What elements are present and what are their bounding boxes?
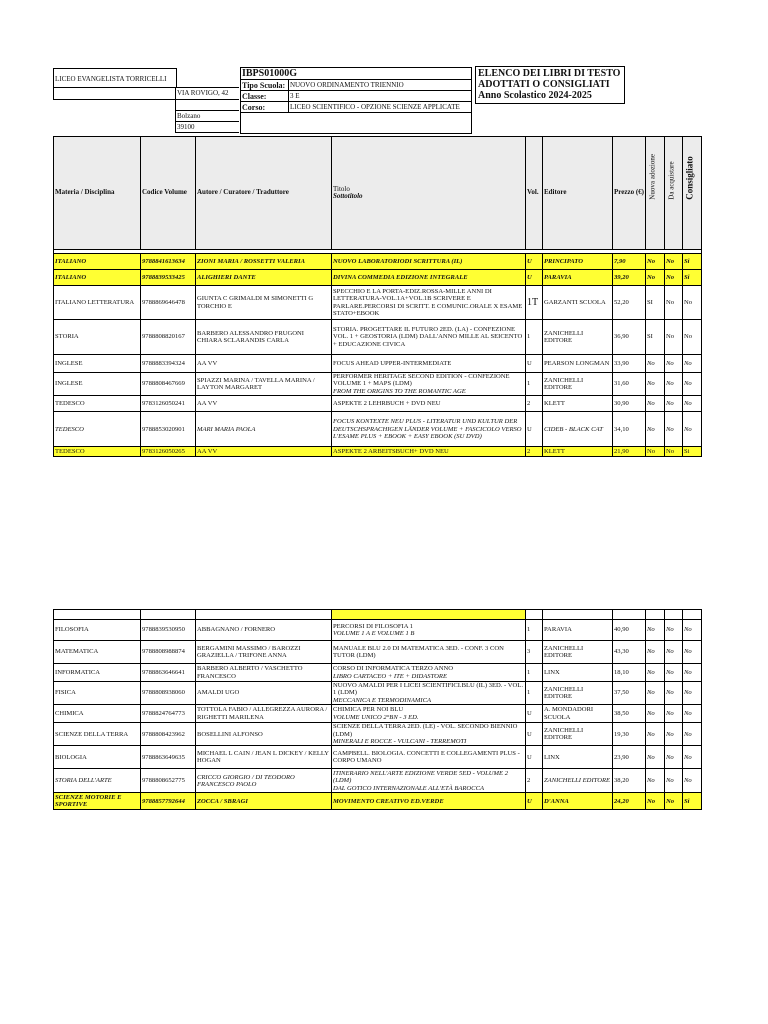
da-acquistare-cell: No: [665, 682, 683, 705]
consigliato-cell: Si: [683, 447, 702, 457]
nuova-adozione-cell: No: [646, 641, 665, 664]
school-city: Bolzano: [177, 112, 201, 120]
autore-cell: ABBAGNANO / FORNERO: [196, 620, 332, 641]
tipo-label: Tipo Scuola:: [242, 81, 286, 90]
codice-cell: 9783126050241: [141, 396, 196, 412]
table-row: [54, 793, 702, 810]
editore-cell: CIDEB - BLACK CAT: [543, 412, 613, 447]
codice-cell: 9788839530950: [141, 620, 196, 641]
consigliato-cell: No: [683, 320, 702, 355]
vol-cell: 1: [526, 664, 543, 682]
books-table-1: [53, 136, 702, 457]
header-nuova-adozione: Nuova adozione: [646, 137, 665, 250]
prezzo-cell: 31,60: [613, 373, 646, 396]
codice-cell: 9788808938060: [141, 682, 196, 705]
titolo-text: PERFORMER HERITAGE SECOND EDITION - CONFEZIONE VOLUME 1 + MAPS (LDM): [333, 373, 510, 388]
editore-cell: LINX: [543, 746, 613, 769]
titolo-cell: [332, 705, 526, 723]
table-row: [54, 447, 702, 457]
titolo-cell: [332, 682, 526, 705]
table-row: [54, 254, 702, 270]
materia-cell: ITALIANO: [54, 270, 141, 286]
titolo-text: DIVINA COMMEDIA EDIZIONE INTEGRALE: [333, 273, 468, 281]
codice-cell: 9788808652775: [141, 769, 196, 793]
vol-cell: U: [526, 412, 543, 447]
da-acquistare-cell: No: [665, 254, 683, 270]
table-row: [54, 373, 702, 396]
nuova-adozione-cell: No: [646, 396, 665, 412]
vol-cell: 3: [526, 641, 543, 664]
header-titolo: [332, 137, 526, 250]
titolo-text: FOCUS KONTEXTE NEU PLUS - LITERATUR UND KULTUR DER DEUTSCHSPRACHIGEN LÄNDER VOLUME + FASCICOLO VERSO L'ESAME PLUS + EBOOK + EASY EBOOK (SU DVD): [333, 418, 522, 440]
editore-cell: ZANICHELLI EDITORE: [543, 682, 613, 705]
nuova-adozione-cell: No: [646, 705, 665, 723]
school-code: IBPS01000G: [242, 68, 298, 79]
da-acquistare-cell: No: [665, 705, 683, 723]
titolo-text: CORSO DI INFORMATICA TERZO ANNO: [333, 665, 454, 673]
prezzo-cell: 40,90: [613, 620, 646, 641]
prezzo-cell: 21,90: [613, 447, 646, 457]
table-row: [54, 620, 702, 641]
materia-cell: ITALIANO LETTERATURA: [54, 286, 141, 320]
editore-cell: GARZANTI SCUOLA: [543, 286, 613, 320]
nuova-adozione-cell: No: [646, 355, 665, 373]
titolo-cell: [332, 641, 526, 664]
da-acquistare-cell: No: [665, 286, 683, 320]
doc-title-line2: ADOTTATI O CONSIGLIATI: [478, 79, 610, 90]
prezzo-cell: 39,20: [613, 270, 646, 286]
materia-cell: MATEMATICA: [54, 641, 141, 664]
materia-cell: TEDESCO: [54, 447, 141, 457]
nuova-adozione-cell: No: [646, 270, 665, 286]
materia-cell: BIOLOGIA: [54, 746, 141, 769]
autore-cell: TOTTOLA FABIO / ALLEGREZZA AURORA / RIGHETTI MARILENA: [196, 705, 332, 723]
consigliato-cell: No: [683, 412, 702, 447]
header-materia: Materia / Disciplina: [54, 137, 141, 250]
books-table-2: [53, 609, 702, 810]
nuova-adozione-cell: SI: [646, 286, 665, 320]
autore-cell: AA VV: [196, 355, 332, 373]
editore-cell: A. MONDADORI SCUOLA: [543, 705, 613, 723]
editore-cell: ZANICHELLI EDITORE: [543, 641, 613, 664]
codice-cell: 9788808423962: [141, 723, 196, 746]
header-prezzo: Prezzo (€): [613, 137, 646, 250]
vol-cell: U: [526, 705, 543, 723]
table-row: [54, 270, 702, 286]
autore-cell: BARBERO ALESSANDRO FRUGONI CHIARA SCLARANDIS CARLA: [196, 320, 332, 355]
prezzo-cell: 7,90: [613, 254, 646, 270]
autore-cell: BARBERO ALBERTO / VASCHETTO FRANCESCO: [196, 664, 332, 682]
table-row: [54, 723, 702, 746]
editore-cell: ZANICHELLI EDITORE: [543, 373, 613, 396]
document-title-box: [475, 66, 625, 104]
sottotitolo-text: FROM THE ORIGINS TO THE ROMANTIC AGE: [333, 387, 466, 395]
corso-label: Corso:: [242, 103, 266, 112]
consigliato-cell: No: [683, 641, 702, 664]
materia-cell: FILOSOFIA: [54, 620, 141, 641]
sottotitolo-text: VOLUME UNICO 2°BN - 3 ED.: [333, 713, 419, 721]
table-row: [54, 396, 702, 412]
table-row: [54, 746, 702, 769]
prezzo-cell: 43,30: [613, 641, 646, 664]
editore-cell: PARAVIA: [543, 270, 613, 286]
materia-cell: STORIA: [54, 320, 141, 355]
da-acquistare-cell: No: [665, 620, 683, 641]
materia-cell: TEDESCO: [54, 412, 141, 447]
autore-cell: BERGAMINI MASSIMO / BAROZZI GRAZIELLA / TRIFONE ANNA: [196, 641, 332, 664]
titolo-text: CHIMICA PER NOI BLU: [333, 706, 404, 714]
vol-cell: U: [526, 746, 543, 769]
nuova-adozione-cell: No: [646, 447, 665, 457]
prezzo-cell: 38,50: [613, 705, 646, 723]
titolo-cell: [332, 286, 526, 320]
school-info-box: [240, 67, 472, 134]
nuova-adozione-cell: No: [646, 769, 665, 793]
autore-cell: MICHAEL L CAIN / JEAN L DICKEY / KELLY HOGAN: [196, 746, 332, 769]
codice-cell: 9788863649635: [141, 746, 196, 769]
sottotitolo-text: DAL GOTICO INTERNAZIONALE ALL'ETÀ BAROCCA: [333, 784, 485, 792]
prezzo-cell: 38,20: [613, 769, 646, 793]
sottotitolo-text: MECCANICA E TERMODINAMICA: [333, 696, 432, 704]
da-acquistare-cell: No: [665, 320, 683, 355]
nuova-adozione-cell: SI: [646, 320, 665, 355]
titolo-cell: [332, 412, 526, 447]
nuova-adozione-cell: No: [646, 746, 665, 769]
materia-cell: STORIA DELL'ARTE: [54, 769, 141, 793]
prezzo-cell: 18,10: [613, 664, 646, 682]
school-cap: 39100: [177, 123, 195, 131]
consigliato-cell: No: [683, 396, 702, 412]
da-acquistare-cell: No: [665, 396, 683, 412]
prezzo-cell: 24,20: [613, 793, 646, 810]
consigliato-cell: No: [683, 746, 702, 769]
consigliato-cell: No: [683, 664, 702, 682]
titolo-cell: [332, 746, 526, 769]
autore-cell: CRICCO GIORGIO / DI TEODORO FRANCESCO PAOLO: [196, 769, 332, 793]
prezzo-cell: 23,90: [613, 746, 646, 769]
table-row: [54, 769, 702, 793]
codice-cell: 9788863646641: [141, 664, 196, 682]
nuova-adozione-cell: No: [646, 664, 665, 682]
vol-cell: U: [526, 355, 543, 373]
codice-cell: 9788824764773: [141, 705, 196, 723]
prezzo-cell: 36,90: [613, 320, 646, 355]
codice-cell: 9788857792644: [141, 793, 196, 810]
consigliato-cell: No: [683, 620, 702, 641]
consigliato-cell: No: [683, 705, 702, 723]
titolo-cell: [332, 620, 526, 641]
prezzo-cell: 34,10: [613, 412, 646, 447]
editore-cell: KLETT: [543, 396, 613, 412]
codice-cell: 9788869646478: [141, 286, 196, 320]
consigliato-cell: Si: [683, 793, 702, 810]
vol-cell: 1: [526, 373, 543, 396]
consigliato-cell: Si: [683, 254, 702, 270]
classe-value: 3 E: [290, 92, 300, 100]
vol-cell: 2: [526, 769, 543, 793]
titolo-text: NUOVO AMALDI PER I LICEI SCIENTIFICI.BLU (IL) 3ED. - VOL. 1 (LDM): [333, 682, 523, 697]
header-vol: Vol.: [526, 137, 543, 250]
titolo-cell: [332, 769, 526, 793]
da-acquistare-cell: No: [665, 373, 683, 396]
materia-cell: INFORMATICA: [54, 664, 141, 682]
consigliato-cell: Si: [683, 270, 702, 286]
editore-cell: PEARSON LONGMAN: [543, 355, 613, 373]
titolo-text: STORIA. PROGETTARE IL FUTURO 2ED. (LA) - CONFEZIONE VOL. 1 + GEOSTORIA (LDM) DALL'ANNO MILLE AL SEICENTO + EDUCAZIONE CIVICA: [333, 325, 523, 348]
editore-cell: ZANICHELLI EDITORE: [543, 769, 613, 793]
table-row: [54, 412, 702, 447]
vol-cell: 1: [526, 682, 543, 705]
da-acquistare-cell: No: [665, 793, 683, 810]
titolo-cell: [332, 355, 526, 373]
vol-cell: 2: [526, 447, 543, 457]
editore-cell: LINX: [543, 664, 613, 682]
header-autore: Autore / Curatore / Traduttore: [196, 137, 332, 250]
prezzo-cell: 37,50: [613, 682, 646, 705]
materia-cell: FISICA: [54, 682, 141, 705]
titolo-text: ITINERARIO NELL'ARTE EDIZIONE VERDE 5ED - VOLUME 2 (LDM): [333, 769, 509, 785]
consigliato-cell: No: [683, 286, 702, 320]
autore-cell: GIUNTA C GRIMALDI M SIMONETTI G TORCHIO E: [196, 286, 332, 320]
da-acquistare-cell: No: [665, 270, 683, 286]
codice-cell: 9788839533425: [141, 270, 196, 286]
table-row: [54, 682, 702, 705]
titolo-text: SPECCHIO E LA PORTA-EDIZ.ROSSA-MILLE ANNI DI LETTERATURA-VOL.1A+VOL.1B SCRIVERE E PARLARE.PERCORSI DI SCRITT. E COMUNIC.ORALE X ESAME STATO+EBOOK: [333, 287, 523, 317]
consigliato-cell: No: [683, 769, 702, 793]
titolo-text: PERCORSI DI FILOSOFIA 1: [333, 622, 414, 630]
nuova-adozione-cell: No: [646, 620, 665, 641]
titolo-text: MOVIMENTO CREATIVO ED.VERDE: [333, 797, 444, 805]
corso-value: LICEO SCIENTIFICO - OPZIONE SCIENZE APPLICATE: [290, 103, 460, 111]
editore-cell: PRINCIPATO: [543, 254, 613, 270]
prezzo-cell: 19,30: [613, 723, 646, 746]
editore-cell: D'ANNA: [543, 793, 613, 810]
sottotitolo-text: MINERALI E ROCCE - VULCANI - TERREMOTI: [333, 738, 467, 746]
vol-cell: 1T: [526, 286, 543, 320]
da-acquistare-cell: No: [665, 447, 683, 457]
codice-cell: 9788808467669: [141, 373, 196, 396]
da-acquistare-cell: No: [665, 664, 683, 682]
header-titolo-label: Titolo: [333, 184, 350, 193]
header-consigliato: Consigliato: [683, 137, 702, 250]
codice-cell: 9788808820167: [141, 320, 196, 355]
titolo-cell: [332, 254, 526, 270]
vol-cell: U: [526, 723, 543, 746]
titolo-cell: [332, 373, 526, 396]
prezzo-cell: 33,90: [613, 355, 646, 373]
materia-cell: SCIENZE DELLA TERRA: [54, 723, 141, 746]
consigliato-cell: No: [683, 723, 702, 746]
da-acquistare-cell: No: [665, 746, 683, 769]
materia-cell: INGLESE: [54, 355, 141, 373]
header-codice: Codice Volume: [141, 137, 196, 250]
sottotitolo-text: VOLUME 1 A E VOLUME 1 B: [333, 630, 415, 637]
table-empty-header-row: [54, 610, 702, 620]
school-address-block: [53, 87, 239, 133]
consigliato-cell: No: [683, 373, 702, 396]
school-name: LICEO EVANGELISTA TORRICELLI: [55, 75, 167, 83]
titolo-cell: [332, 396, 526, 412]
nuova-adozione-cell: No: [646, 254, 665, 270]
titolo-text: ASPEKTE 2 LEHRBUCH + DVD NEU: [333, 400, 441, 408]
autore-cell: ZOCCA / SBRAGI: [196, 793, 332, 810]
autore-cell: AMALDI UGO: [196, 682, 332, 705]
titolo-text: FOCUS AHEAD UPPER-INTERMEDIATE: [333, 359, 452, 367]
titolo-cell: [332, 447, 526, 457]
table-header-row: [54, 137, 702, 250]
nuova-adozione-cell: No: [646, 412, 665, 447]
nuova-adozione-cell: No: [646, 793, 665, 810]
materia-cell: CHIMICA: [54, 705, 141, 723]
autore-cell: MARI MARIA PAOLA: [196, 412, 332, 447]
header-da-acquistare: Da acquistare: [665, 137, 683, 250]
da-acquistare-cell: No: [665, 641, 683, 664]
table-row: [54, 355, 702, 373]
prezzo-cell: 52,20: [613, 286, 646, 320]
sottotitolo-text: LIBRO CARTACEO + ITE + DIDASTORE: [333, 672, 447, 680]
codice-cell: 9783126050265: [141, 447, 196, 457]
titolo-text: SCIENZE DELLA TERRA 2ED. (LE) - VOL. SECONDO BIENNIO (LDM): [333, 723, 518, 738]
autore-cell: ZIONI MARIA / ROSSETTI VALERIA: [196, 254, 332, 270]
da-acquistare-cell: No: [665, 355, 683, 373]
header-sottotitolo-label: Sottotitolo: [333, 192, 363, 200]
titolo-cell: [332, 793, 526, 810]
codice-cell: 9788808988874: [141, 641, 196, 664]
editore-cell: ZANICHELLI EDITORE: [543, 320, 613, 355]
table-row: [54, 286, 702, 320]
tipo-value: NUOVO ORDINAMENTO TRIENNIO: [290, 81, 404, 89]
materia-cell: TEDESCO: [54, 396, 141, 412]
materia-cell: ITALIANO: [54, 254, 141, 270]
da-acquistare-cell: No: [665, 769, 683, 793]
nuova-adozione-cell: No: [646, 373, 665, 396]
autore-cell: AA VV: [196, 447, 332, 457]
doc-title-line1: ELENCO DEI LIBRI DI TESTO: [478, 68, 621, 79]
header-editore: Editore: [543, 137, 613, 250]
table-row: [54, 641, 702, 664]
titolo-text: NUOVO LABORATORIODI SCRITTURA (IL): [333, 257, 463, 265]
autore-cell: ALIGHIERI DANTE: [196, 270, 332, 286]
titolo-cell: [332, 320, 526, 355]
doc-title-line3: Anno Scolastico 2024-2025: [478, 90, 592, 101]
autore-cell: BOSELLINI ALFONSO: [196, 723, 332, 746]
titolo-text: MANUALE BLU 2.0 DI MATEMATICA 3ED. - CONF. 3 CON TUTOR (LDM): [333, 644, 504, 659]
vol-cell: U: [526, 270, 543, 286]
classe-label: Classe:: [242, 92, 267, 101]
consigliato-cell: No: [683, 682, 702, 705]
titolo-cell: [332, 723, 526, 746]
school-address: VIA ROVIGO, 42: [177, 89, 229, 97]
nuova-adozione-cell: No: [646, 682, 665, 705]
materia-cell: INGLESE: [54, 373, 141, 396]
editore-cell: ZANICHELLI EDITORE: [543, 723, 613, 746]
vol-cell: 1: [526, 320, 543, 355]
materia-cell: SCIENZE MOTORIE E SPORTIVE: [54, 793, 141, 810]
nuova-adozione-cell: No: [646, 723, 665, 746]
vol-cell: U: [526, 254, 543, 270]
school-name-box: [53, 68, 177, 88]
table-row: [54, 664, 702, 682]
editore-cell: PARAVIA: [543, 620, 613, 641]
vol-cell: U: [526, 793, 543, 810]
titolo-cell: [332, 664, 526, 682]
autore-cell: SPIAZZI MARINA / TAVELLA MARINA / LAYTON MARGARET: [196, 373, 332, 396]
titolo-cell: [332, 270, 526, 286]
titolo-text: CAMPBELL. BIOLOGIA. CONCETTI E COLLEGAMENTI PLUS - CORPO UMANO: [333, 750, 520, 765]
codice-cell: 9788883394324: [141, 355, 196, 373]
consigliato-cell: No: [683, 355, 702, 373]
autore-cell: AA VV: [196, 396, 332, 412]
table-row: [54, 320, 702, 355]
da-acquistare-cell: No: [665, 412, 683, 447]
titolo-text: ASPEKTE 2 ARBEITSBUCH+ DVD NEU: [333, 448, 449, 456]
vol-cell: 1: [526, 620, 543, 641]
vol-cell: 2: [526, 396, 543, 412]
da-acquistare-cell: No: [665, 723, 683, 746]
prezzo-cell: 30,90: [613, 396, 646, 412]
codice-cell: 9788853020901: [141, 412, 196, 447]
table-row: [54, 705, 702, 723]
codice-cell: 9788841613634: [141, 254, 196, 270]
editore-cell: KLETT: [543, 447, 613, 457]
